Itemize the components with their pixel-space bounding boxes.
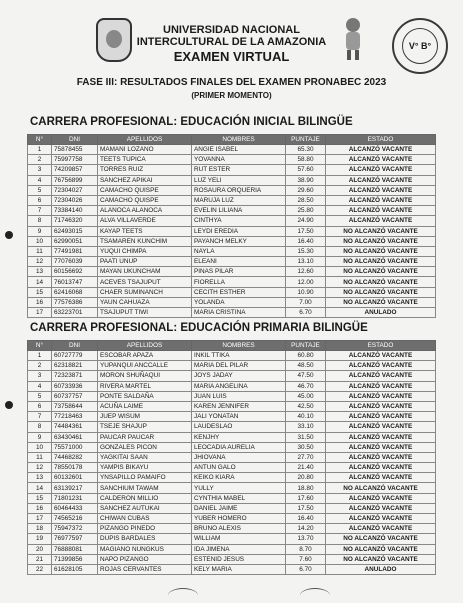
cell-dni: 76013747: [52, 277, 98, 287]
cell-puntaje: 58.80: [286, 155, 326, 165]
cell-apellidos: ALANOCA ALANOCA: [98, 206, 192, 216]
cell-puntaje: 17.50: [286, 503, 326, 513]
cell-dni: 75947372: [52, 524, 98, 534]
cell-apellidos: SANCHEZ AUTUKAI: [98, 503, 192, 513]
header-nombres: NOMBRES: [192, 135, 286, 145]
table-row: [28, 155, 436, 165]
cell-nombres: MARUJA LUZ: [192, 195, 286, 205]
university-name-line1: UNIVERSIDAD NACIONAL: [163, 24, 300, 36]
cell-nombres: LAUDESLAO: [192, 422, 286, 432]
cell-puntaje: 28.50: [286, 195, 326, 205]
cell-dni: 76977597: [52, 534, 98, 544]
table-row: [28, 432, 436, 442]
cell-nombres: CYNTHIA MABEL: [192, 493, 286, 503]
bottom-stamp-mark: [300, 588, 330, 603]
cell-puntaje: 7.60: [286, 554, 326, 564]
cell-nombres: IDA JIMENA: [192, 544, 286, 554]
cell-dni: 62416068: [52, 287, 98, 297]
cell-puntaje: 14.20: [286, 524, 326, 534]
cell-number: 15: [28, 287, 52, 297]
cell-apellidos: YUPANQUI ANCCALLE: [98, 361, 192, 371]
cell-estado: ALCANZÓ VACANTE: [326, 442, 436, 452]
cell-puntaje: 16.40: [286, 514, 326, 524]
cell-estado: ALCANZÓ VACANTE: [326, 524, 436, 534]
cell-apellidos: TEETS TUPICA: [98, 155, 192, 165]
cell-nombres: MARIA DEL PILAR: [192, 361, 286, 371]
cell-apellidos: YAMPIS BIKAYU: [98, 463, 192, 473]
cell-dni: 74565216: [52, 514, 98, 524]
cell-number: 6: [28, 195, 52, 205]
table-row: [28, 463, 436, 473]
header-number: N°: [28, 341, 52, 351]
cell-number: 5: [28, 185, 52, 195]
cell-apellidos: ALVA VILLAVERDE: [98, 216, 192, 226]
table-row: [28, 564, 436, 574]
table-row: [28, 287, 436, 297]
cell-dni: 77218463: [52, 412, 98, 422]
cell-dni: 76888081: [52, 544, 98, 554]
cell-dni: 63139217: [52, 483, 98, 493]
cell-nombres: YOLANDA: [192, 297, 286, 307]
cell-estado: ALCANZÓ VACANTE: [326, 493, 436, 503]
punch-hole: [5, 401, 13, 409]
results-table-inicial: [27, 134, 436, 318]
cell-number: 2: [28, 361, 52, 371]
cell-estado: NO ALCANZÓ VACANTE: [326, 287, 436, 297]
cell-number: 11: [28, 246, 52, 256]
cell-nombres: KAREN JENNIFER: [192, 401, 286, 411]
table-row: [28, 381, 436, 391]
cell-nombres: JUAN LUIS: [192, 391, 286, 401]
cell-estado: ALCANZÓ VACANTE: [326, 391, 436, 401]
cell-nombres: YULLY: [192, 483, 286, 493]
cell-estado: ALCANZÓ VACANTE: [326, 412, 436, 422]
cell-number: 22: [28, 564, 52, 574]
cell-apellidos: ACUÑA LAIME: [98, 401, 192, 411]
cell-number: 6: [28, 401, 52, 411]
cell-number: 7: [28, 412, 52, 422]
cell-nombres: JALI YONATAN: [192, 412, 286, 422]
cell-dni: 72304026: [52, 195, 98, 205]
cell-estado: ALCANZÓ VACANTE: [326, 452, 436, 462]
cell-estado: ALCANZÓ VACANTE: [326, 145, 436, 155]
header-apellidos: APELLIDOS: [98, 341, 192, 351]
table-row: [28, 236, 436, 246]
cell-number: 18: [28, 524, 52, 534]
cell-apellidos: PIZANGO PINEDO: [98, 524, 192, 534]
cell-estado: ALCANZÓ VACANTE: [326, 175, 436, 185]
cell-dni: 77076039: [52, 257, 98, 267]
cell-dni: 74484361: [52, 422, 98, 432]
section-title-primaria: CARRERA PROFESIONAL: EDUCACIÓN PRIMARIA BILINGÜE: [30, 322, 368, 334]
cell-number: 17: [28, 308, 52, 318]
cell-puntaje: 12.00: [286, 277, 326, 287]
cell-estado: ALCANZÓ VACANTE: [326, 206, 436, 216]
cell-number: 13: [28, 267, 52, 277]
cell-estado: NO ALCANZÓ VACANTE: [326, 534, 436, 544]
cell-number: 1: [28, 351, 52, 361]
cell-puntaje: 65.30: [286, 145, 326, 155]
moment-subtitle: (PRIMER MOMENTO): [191, 91, 272, 100]
cell-puntaje: 33.10: [286, 422, 326, 432]
header-puntaje: PUNTAJE: [286, 135, 326, 145]
cell-puntaje: 47.50: [286, 371, 326, 381]
cell-puntaje: 46.70: [286, 381, 326, 391]
cell-puntaje: 17.60: [286, 493, 326, 503]
cell-apellidos: JUEP WISUM: [98, 412, 192, 422]
cell-dni: 75878455: [52, 145, 98, 155]
cell-nombres: JOYS JADAY: [192, 371, 286, 381]
table-row: [28, 503, 436, 513]
cell-dni: 75997758: [52, 155, 98, 165]
table-row: [28, 371, 436, 381]
punch-hole: [5, 231, 13, 239]
cell-puntaje: 48.50: [286, 361, 326, 371]
cell-apellidos: MAGIANO NUNGKUS: [98, 544, 192, 554]
cell-estado: ANULADO: [326, 308, 436, 318]
results-table-primaria: [27, 340, 436, 575]
cell-dni: 78550178: [52, 463, 98, 473]
cell-nombres: LEYDI EREDIA: [192, 226, 286, 236]
cell-nombres: DANIEL JAIME: [192, 503, 286, 513]
cell-apellidos: GONZALES PICON: [98, 442, 192, 452]
cell-nombres: ANTUN GALO: [192, 463, 286, 473]
cell-number: 19: [28, 534, 52, 544]
table-row: [28, 483, 436, 493]
table-row: [28, 206, 436, 216]
cell-puntaje: 12.60: [286, 267, 326, 277]
cell-dni: 72304027: [52, 185, 98, 195]
cell-nombres: LEOCADIA AURELIA: [192, 442, 286, 452]
table-row: [28, 308, 436, 318]
table-row: [28, 175, 436, 185]
table-row: [28, 422, 436, 432]
cell-dni: 74468282: [52, 452, 98, 462]
cell-apellidos: DUPIS BARDALES: [98, 534, 192, 544]
cell-number: 9: [28, 226, 52, 236]
cell-nombres: INKIL TTIKA: [192, 351, 286, 361]
cell-puntaje: 27.70: [286, 452, 326, 462]
table-row: [28, 391, 436, 401]
cell-apellidos: ESCOBAR APAZA: [98, 351, 192, 361]
cell-nombres: CECITH ESTHER: [192, 287, 286, 297]
cell-nombres: KELY MARIA: [192, 564, 286, 574]
cell-puntaje: 42.50: [286, 401, 326, 411]
cell-puntaje: 29.60: [286, 185, 326, 195]
cell-estado: ALCANZÓ VACANTE: [326, 432, 436, 442]
cell-number: 3: [28, 165, 52, 175]
cell-estado: ANULADO: [326, 564, 436, 574]
cell-number: 14: [28, 277, 52, 287]
cell-dni: 77491981: [52, 246, 98, 256]
cell-nombres: JHIOVANA: [192, 452, 286, 462]
cell-number: 4: [28, 175, 52, 185]
cell-apellidos: CHAER SUMINANCH: [98, 287, 192, 297]
cell-apellidos: CAMACHO QUISPE: [98, 185, 192, 195]
cell-number: 17: [28, 514, 52, 524]
cell-estado: ALCANZÓ VACANTE: [326, 351, 436, 361]
cell-dni: 73758644: [52, 401, 98, 411]
table-row: [28, 216, 436, 226]
table-row: [28, 195, 436, 205]
cell-estado: ALCANZÓ VACANTE: [326, 463, 436, 473]
cell-dni: 60464433: [52, 503, 98, 513]
cell-dni: 62990051: [52, 236, 98, 246]
cell-estado: ALCANZÓ VACANTE: [326, 371, 436, 381]
cell-apellidos: TORRES RUIZ: [98, 165, 192, 175]
cell-nombres: FIORELLA: [192, 277, 286, 287]
cell-nombres: ANGIE ISABEL: [192, 145, 286, 155]
cell-nombres: MARIA ANGELINA: [192, 381, 286, 391]
section-title-inicial: CARRERA PROFESIONAL: EDUCACIÓN INICIAL BILINGÜE: [30, 116, 353, 128]
cell-puntaje: 20.80: [286, 473, 326, 483]
cell-dni: 60733936: [52, 381, 98, 391]
cell-estado: ALCANZÓ VACANTE: [326, 185, 436, 195]
header-dni: DNI: [52, 341, 98, 351]
cell-puntaje: 7.00: [286, 297, 326, 307]
cell-puntaje: 18.80: [286, 483, 326, 493]
table-row: [28, 351, 436, 361]
cell-number: 3: [28, 371, 52, 381]
cell-nombres: YOVANNA: [192, 155, 286, 165]
cell-apellidos: MAMANI LOZANO: [98, 145, 192, 155]
cell-puntaje: 30.50: [286, 442, 326, 452]
university-name-line2: INTERCULTURAL DE LA AMAZONIA: [136, 36, 327, 48]
header-estado: ESTADO: [326, 341, 436, 351]
cell-apellidos: ROJAS CERVANTES: [98, 564, 192, 574]
cell-apellidos: YAGKITAI SAAN: [98, 452, 192, 462]
cell-apellidos: TSAJUPUT TIWI: [98, 308, 192, 318]
cell-dni: 62318821: [52, 361, 98, 371]
table-row: [28, 473, 436, 483]
cell-estado: ALCANZÓ VACANTE: [326, 155, 436, 165]
header-dni: DNI: [52, 135, 98, 145]
cell-nombres: PINAS PILAR: [192, 267, 286, 277]
cell-nombres: KENJHY: [192, 432, 286, 442]
cell-number: 5: [28, 391, 52, 401]
cell-number: 12: [28, 257, 52, 267]
cell-apellidos: RIVERA MARTEL: [98, 381, 192, 391]
cell-dni: 71746320: [52, 216, 98, 226]
cell-dni: 75571000: [52, 442, 98, 452]
cell-estado: NO ALCANZÓ VACANTE: [326, 277, 436, 287]
table-row: [28, 544, 436, 554]
cell-estado: ALCANZÓ VACANTE: [326, 361, 436, 371]
cell-nombres: ESTENID JESUS: [192, 554, 286, 564]
cell-puntaje: 16.40: [286, 236, 326, 246]
cell-puntaje: 25.80: [286, 206, 326, 216]
cell-estado: ALCANZÓ VACANTE: [326, 216, 436, 226]
exam-title: EXAMEN VIRTUAL: [173, 49, 290, 64]
cell-dni: 73384140: [52, 206, 98, 216]
cell-puntaje: 17.50: [286, 226, 326, 236]
table-row: [28, 297, 436, 307]
cell-estado: NO ALCANZÓ VACANTE: [326, 267, 436, 277]
header-nombres: NOMBRES: [192, 341, 286, 351]
cell-estado: ALCANZÓ VACANTE: [326, 195, 436, 205]
cell-apellidos: SANCHEZ APIKAI: [98, 175, 192, 185]
cell-apellidos: YAUN CAHUAZA: [98, 297, 192, 307]
table-row: [28, 145, 436, 155]
cell-dni: 61628105: [52, 564, 98, 574]
bottom-stamp-mark: [168, 588, 198, 603]
cell-puntaje: 57.60: [286, 165, 326, 175]
header-puntaje: PUNTAJE: [286, 341, 326, 351]
table-row: [28, 361, 436, 371]
table-row: [28, 246, 436, 256]
header-estado: ESTADO: [326, 135, 436, 145]
cell-number: 16: [28, 503, 52, 513]
cell-puntaje: 40.10: [286, 412, 326, 422]
table-row: [28, 442, 436, 452]
cell-nombres: BRUNO ALEXIS: [192, 524, 286, 534]
cell-dni: 60727779: [52, 351, 98, 361]
cell-nombres: KEIKO KIARA: [192, 473, 286, 483]
cell-apellidos: CALDERON MILLIO: [98, 493, 192, 503]
cell-estado: NO ALCANZÓ VACANTE: [326, 257, 436, 267]
table-row: [28, 401, 436, 411]
cell-nombres: NAYLA: [192, 246, 286, 256]
cell-apellidos: MORON SHUÑAQUI: [98, 371, 192, 381]
cell-number: 10: [28, 236, 52, 246]
cell-puntaje: 6.70: [286, 564, 326, 574]
cell-estado: ALCANZÓ VACANTE: [326, 503, 436, 513]
header-apellidos: APELLIDOS: [98, 135, 192, 145]
cell-puntaje: 45.00: [286, 391, 326, 401]
cell-puntaje: 60.80: [286, 351, 326, 361]
table-row: [28, 514, 436, 524]
cell-dni: 77576386: [52, 297, 98, 307]
cell-number: 21: [28, 554, 52, 564]
cell-dni: 62493015: [52, 226, 98, 236]
cell-number: 15: [28, 493, 52, 503]
seal-approval-mark: V° B°: [402, 28, 438, 64]
cell-number: 11: [28, 452, 52, 462]
table-row: [28, 226, 436, 236]
cell-dni: 60156692: [52, 267, 98, 277]
cell-number: 8: [28, 216, 52, 226]
header-number: N°: [28, 135, 52, 145]
cell-apellidos: CAMACHO QUISPE: [98, 195, 192, 205]
cell-estado: NO ALCANZÓ VACANTE: [326, 226, 436, 236]
cell-nombres: ELEANI: [192, 257, 286, 267]
cell-number: 2: [28, 155, 52, 165]
cell-apellidos: SANCHIUM TAWAM: [98, 483, 192, 493]
cell-nombres: RUT ESTER: [192, 165, 286, 175]
table-row: [28, 165, 436, 175]
cell-nombres: PAYANCH MELKY: [192, 236, 286, 246]
cell-number: 8: [28, 422, 52, 432]
cell-number: 1: [28, 145, 52, 155]
cell-puntaje: 15.30: [286, 246, 326, 256]
cell-nombres: MARIA CRISTINA: [192, 308, 286, 318]
cell-apellidos: MAYAN UKUNCHAM: [98, 267, 192, 277]
table-row: [28, 554, 436, 564]
cell-puntaje: 10.90: [286, 287, 326, 297]
cell-number: 20: [28, 544, 52, 554]
cell-estado: NO ALCANZÓ VACANTE: [326, 236, 436, 246]
table-row: [28, 452, 436, 462]
cell-puntaje: 21.40: [286, 463, 326, 473]
cell-estado: NO ALCANZÓ VACANTE: [326, 297, 436, 307]
cell-estado: ALCANZÓ VACANTE: [326, 165, 436, 175]
cell-apellidos: CHIWAN CUBAS: [98, 514, 192, 524]
cell-estado: ALCANZÓ VACANTE: [326, 401, 436, 411]
cell-number: 4: [28, 381, 52, 391]
cell-apellidos: PAUCAR PAUCAR: [98, 432, 192, 442]
cell-estado: NO ALCANZÓ VACANTE: [326, 544, 436, 554]
cell-dni: 71399856: [52, 554, 98, 564]
cell-apellidos: PONTE SALDAÑA: [98, 391, 192, 401]
cell-apellidos: TSAMAREN KUNCHIM: [98, 236, 192, 246]
table-row: [28, 277, 436, 287]
cell-nombres: EVELIN LILIANA: [192, 206, 286, 216]
cell-puntaje: 24.90: [286, 216, 326, 226]
table-row: [28, 257, 436, 267]
cell-number: 7: [28, 206, 52, 216]
cell-apellidos: NAPO PIZANGO: [98, 554, 192, 564]
cell-nombres: LUZ YELI: [192, 175, 286, 185]
cell-number: 12: [28, 463, 52, 473]
cell-dni: 63430461: [52, 432, 98, 442]
cell-number: 9: [28, 432, 52, 442]
cell-estado: NO ALCANZÓ VACANTE: [326, 483, 436, 493]
cell-number: 13: [28, 473, 52, 483]
results-title: FASE III: RESULTADOS FINALES DEL EXAMEN PRONABEC 2023: [76, 77, 387, 88]
cell-apellidos: YUQUI CHIMPA: [98, 246, 192, 256]
cell-dni: 71801231: [52, 493, 98, 503]
cell-apellidos: YNSAPILLO PAMAIFO: [98, 473, 192, 483]
cell-puntaje: 31.50: [286, 432, 326, 442]
cell-puntaje: 38.90: [286, 175, 326, 185]
cell-nombres: YUBER HOMERO: [192, 514, 286, 524]
cell-apellidos: PAATI UNUP: [98, 257, 192, 267]
cell-estado: NO ALCANZÓ VACANTE: [326, 246, 436, 256]
cell-estado: ALCANZÓ VACANTE: [326, 514, 436, 524]
cell-estado: ALCANZÓ VACANTE: [326, 381, 436, 391]
table-row: [28, 524, 436, 534]
cell-apellidos: ACEVES TSAJUPUT: [98, 277, 192, 287]
cell-nombres: WILLIAM: [192, 534, 286, 544]
cell-number: 16: [28, 297, 52, 307]
cell-nombres: CINTHYA: [192, 216, 286, 226]
cell-number: 10: [28, 442, 52, 452]
cell-dni: 63223701: [52, 308, 98, 318]
cell-dni: 60737757: [52, 391, 98, 401]
table-row: [28, 493, 436, 503]
cell-dni: 60132601: [52, 473, 98, 483]
table-row: [28, 267, 436, 277]
cell-dni: 76756899: [52, 175, 98, 185]
table-row: [28, 412, 436, 422]
cell-puntaje: 6.70: [286, 308, 326, 318]
table-row: [28, 185, 436, 195]
cell-puntaje: 13.10: [286, 257, 326, 267]
cell-number: 14: [28, 483, 52, 493]
cell-dni: 72323871: [52, 371, 98, 381]
cell-apellidos: KAYAP TEETS: [98, 226, 192, 236]
table-row: [28, 534, 436, 544]
cell-dni: 74209857: [52, 165, 98, 175]
cell-puntaje: 8.70: [286, 544, 326, 554]
cell-estado: ALCANZÓ VACANTE: [326, 473, 436, 483]
cell-puntaje: 13.70: [286, 534, 326, 544]
cell-nombres: ROSAURA ORQUERIA: [192, 185, 286, 195]
cell-apellidos: TSEJE SHAJUP: [98, 422, 192, 432]
cell-estado: ALCANZÓ VACANTE: [326, 422, 436, 432]
cell-estado: NO ALCANZÓ VACANTE: [326, 554, 436, 564]
